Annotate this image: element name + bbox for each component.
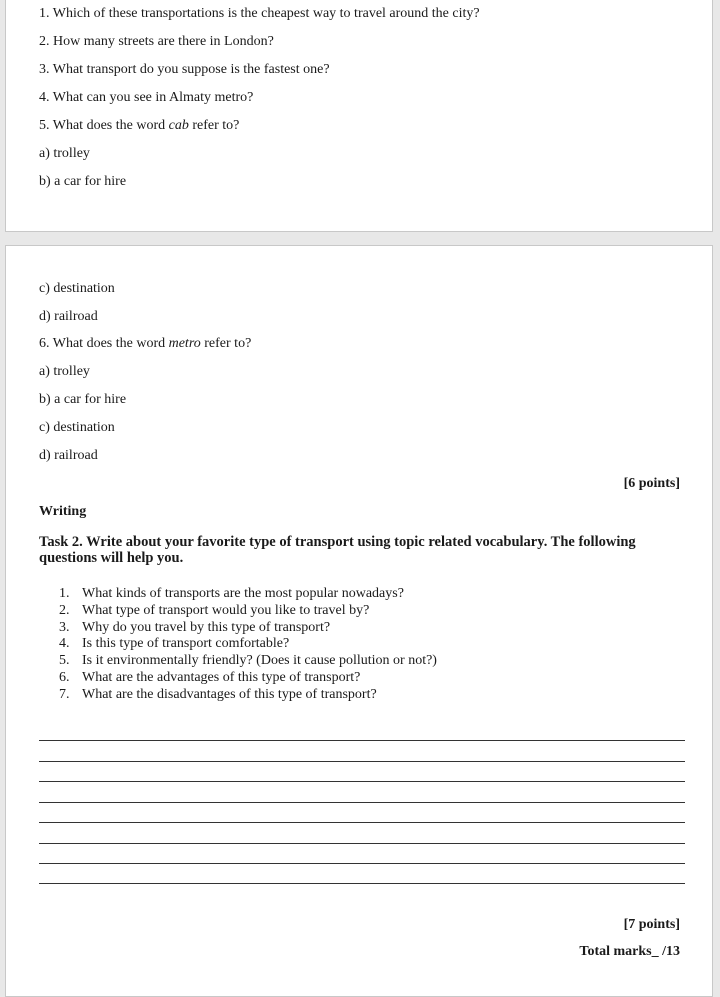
list-item: 1. What kinds of transports are the most popular nowadays? [59, 586, 404, 601]
option-b: b) a car for hire [39, 392, 127, 407]
question-5: 5. What does the word cab refer to? [39, 118, 240, 133]
answer-line[interactable] [39, 781, 685, 782]
option-c: c) destination [39, 420, 115, 435]
question-3: 3. What transport do you suppose is the fastest one? [39, 62, 330, 77]
question-2: 2. How many streets are there in London? [39, 34, 274, 49]
total-marks: Total marks_ /13 [579, 944, 680, 959]
answer-line[interactable] [39, 843, 685, 844]
list-item: 7. What are the disadvantages of this type of transport? [59, 686, 377, 702]
points-reading: [6 points] [623, 476, 680, 491]
guiding-questions [59, 586, 437, 704]
option-d: d) railroad [39, 309, 98, 324]
option-d: d) railroad [39, 448, 98, 463]
section-heading: Writing [39, 504, 87, 519]
option-a: a) trolley [39, 146, 90, 161]
question-6: 6. What does the word metro refer to? [39, 336, 252, 351]
page-2 [5, 245, 713, 997]
answer-line[interactable] [39, 740, 685, 741]
task-2-instructions: Task 2. Write about your favorite type of transport using topic related vocabulary. The following questions will help you. [39, 534, 636, 566]
list-item: 5. Is it environmentally friendly? (Does it cause pollution or not?) [59, 653, 437, 669]
question-4: 4. What can you see in Almaty metro? [39, 90, 254, 105]
option-c: c) destination [39, 281, 115, 296]
list-item: 6. What are the advantages of this type of transport? [59, 669, 361, 685]
list-item: 4. Is this type of transport comfortable? [59, 636, 290, 652]
option-b: b) a car for hire [39, 174, 127, 189]
list-item: 2. What type of transport would you like to travel by? [59, 602, 370, 618]
answer-line[interactable] [39, 883, 685, 884]
option-a: a) trolley [39, 364, 90, 379]
question-1: 1. Which of these transportations is the cheapest way to travel around the city? [39, 6, 480, 21]
answer-line[interactable] [39, 802, 685, 803]
answer-line[interactable] [39, 863, 685, 864]
answer-line[interactable] [39, 822, 685, 823]
answer-line[interactable] [39, 761, 685, 762]
list-item: 3. Why do you travel by this type of transport? [59, 619, 331, 635]
points-writing: [7 points] [623, 917, 680, 932]
page-1 [5, 0, 713, 232]
